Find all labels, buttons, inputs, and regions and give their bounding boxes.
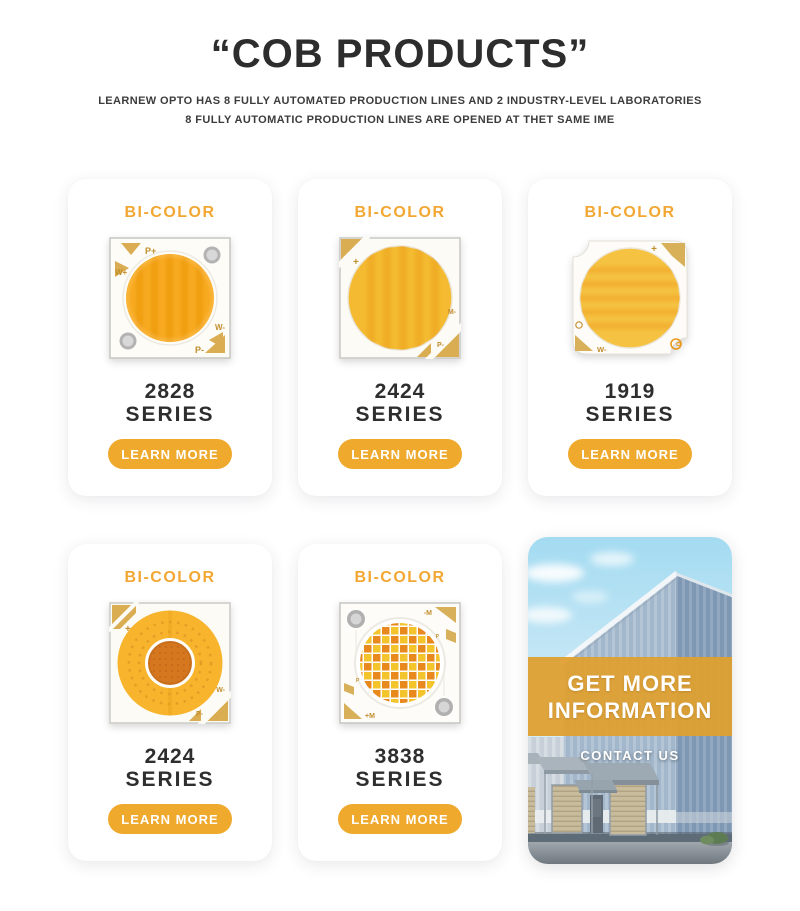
learn-more-button-2828[interactable]: LEARN MORE (108, 439, 232, 469)
page-subtitle (0, 92, 800, 130)
chip-label-p-minus: P- (195, 345, 204, 355)
series-number: 2424 (144, 745, 196, 768)
chip-label-p-minus: P- (196, 711, 203, 718)
chip-label-w-minus: W- (597, 345, 607, 354)
series-word: SERIES (355, 768, 445, 791)
cob-chip-2424b-image (109, 602, 231, 724)
category-label: BI-COLOR (584, 204, 676, 221)
category-label: BI-COLOR (124, 569, 216, 586)
chip-label-plus-m: +M (365, 713, 375, 720)
cob-chip-1919-image (569, 237, 691, 359)
learn-more-button-1919[interactable]: LEARN MORE (568, 439, 692, 469)
category-label: BI-COLOR (124, 204, 216, 221)
cob-chip-3838-image (339, 602, 461, 724)
chip-label-plus: + (651, 244, 657, 255)
cob-chip-2424b-svg (109, 602, 231, 724)
product-card-1919 (528, 179, 732, 496)
product-card-2828 (68, 179, 272, 496)
contact-card (528, 537, 732, 864)
cob-chip-2424a-svg (339, 237, 461, 359)
chip-label-m-minus: M- (447, 309, 456, 316)
chip-label-plus: + (125, 624, 131, 635)
series-number: 2424 (374, 380, 426, 403)
chip-label-w-plus: W+ (115, 268, 128, 277)
series-word: SERIES (585, 403, 675, 426)
page-title: “COB PRODUCTS” (210, 32, 590, 76)
subtitle-line-1: LEARNEW OPTO HAS 8 FULLY AUTOMATED PRODUCTION LINES AND 2 INDUSTRY-LEVEL LABORATORIES (98, 95, 702, 107)
learn-more-button-2424-b[interactable]: LEARN MORE (108, 804, 232, 834)
cob-chip-3838-svg (339, 602, 461, 724)
banner-line-2: INFORMATION (547, 697, 713, 723)
series-word: SERIES (125, 768, 215, 791)
chip-label-minus-m: -M (423, 610, 432, 617)
cob-chip-2828-image (109, 237, 231, 359)
series-word: SERIES (125, 403, 215, 426)
cob-chip-1919-svg (569, 237, 691, 359)
series-number: 1919 (604, 380, 656, 403)
cob-chip-2424a-image (339, 237, 461, 359)
cob-chip-2828-svg (109, 237, 231, 359)
page-header (0, 0, 800, 130)
chip-label-p-minus: P- (437, 342, 444, 349)
chip-label-p-plus: P+ (145, 246, 157, 256)
product-card-2424-a (298, 179, 502, 496)
series-number: 2828 (144, 380, 196, 403)
series-word: SERIES (355, 403, 445, 426)
category-label: BI-COLOR (354, 204, 446, 221)
chip-label-w-minus: W- (214, 323, 225, 332)
product-card-3838 (298, 544, 502, 861)
chip-label-p-right: P (435, 634, 439, 640)
subtitle-line-2: 8 FULLY AUTOMATIC PRODUCTION LINES ARE OPENED AT THET SAME IME (185, 114, 615, 126)
chip-label-w-minus: W- (216, 687, 225, 694)
category-label: BI-COLOR (354, 569, 446, 586)
banner-line-1: GET MORE (567, 670, 693, 696)
chip-label-plus: + (353, 257, 359, 268)
chip-label-p-left: P (356, 678, 360, 684)
product-card-2424-b (68, 544, 272, 861)
learn-more-button-3838[interactable]: LEARN MORE (338, 804, 462, 834)
contact-us-link[interactable]: CONTACT US (580, 748, 680, 763)
product-grid (68, 179, 732, 861)
series-number: 3838 (374, 745, 426, 768)
get-more-information-banner[interactable] (528, 657, 732, 736)
learn-more-button-2424-a[interactable]: LEARN MORE (338, 439, 462, 469)
